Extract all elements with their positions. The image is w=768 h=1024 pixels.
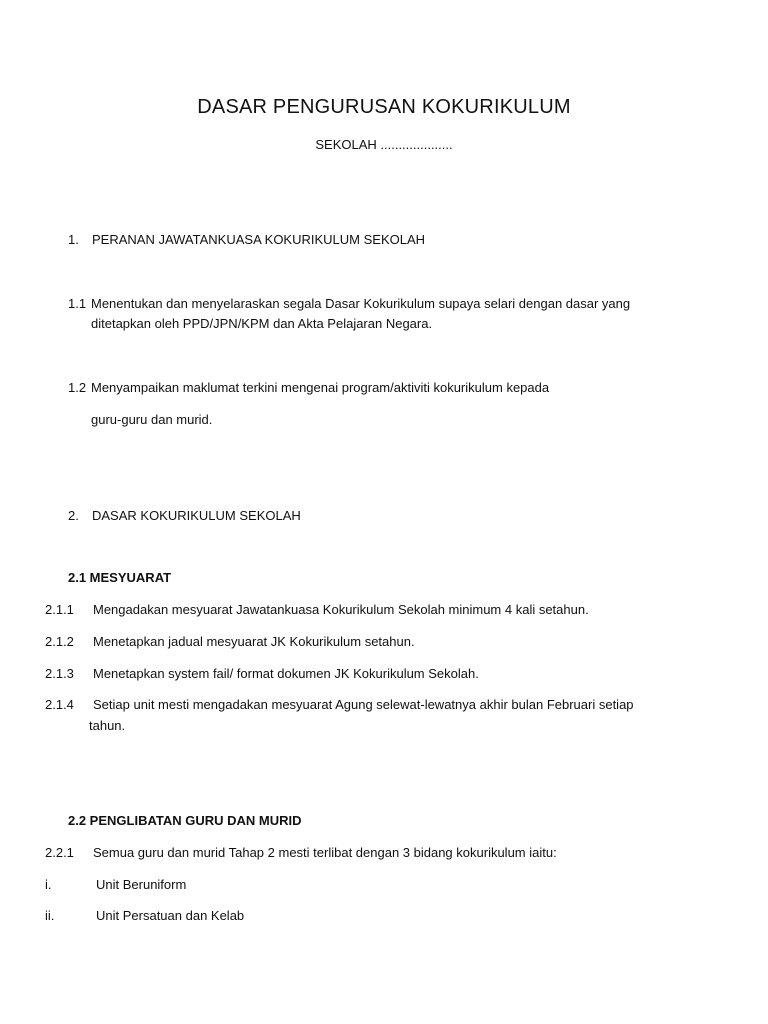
list-item-text: Unit Beruniform xyxy=(96,877,187,892)
document-subtitle: SEKOLAH .................... xyxy=(315,137,453,152)
item-2-1-4-number: 2.1.4 xyxy=(45,697,74,712)
item-1-2-line1: Menyampaikan maklumat terkini mengenai program/aktiviti kokurikulum kepada xyxy=(91,380,550,395)
item-1-1-number: 1.1 xyxy=(68,296,87,311)
item-2-1-4-line2: tahun. xyxy=(89,718,126,733)
item-1-1-line1: Menentukan dan menyelaraskan segala Dasar Kokurikulum supaya selari dengan dasar yang xyxy=(91,296,631,311)
document-title: DASAR PENGURUSAN KOKURIKULUM xyxy=(197,96,571,118)
item-2-1-3-number: 2.1.3 xyxy=(45,666,74,681)
item-1-2-number: 1.2 xyxy=(68,380,87,395)
list-item-text: Unit Persatuan dan Kelab xyxy=(96,908,245,923)
section-2-number: 2. xyxy=(68,508,79,523)
section-1-heading: PERANAN JAWATANKUASA KOKURIKULUM SEKOLAH xyxy=(92,232,426,247)
section-2-heading: DASAR KOKURIKULUM SEKOLAH xyxy=(92,508,301,523)
item-1-1-line2: ditetapkan oleh PPD/JPN/KPM dan Akta Pelajaran Negara. xyxy=(91,316,433,331)
list-item-marker: ii. xyxy=(45,908,55,923)
item-2-1-1-line1: Mengadakan mesyuarat Jawatankuasa Kokurikulum Sekolah minimum 4 kali setahun. xyxy=(93,602,589,617)
item-2-1-2-number: 2.1.2 xyxy=(45,634,74,649)
item-2-2-1-number: 2.2.1 xyxy=(45,845,74,860)
item-2-1-4-line1: Setiap unit mesti mengadakan mesyuarat Agung selewat-lewatnya akhir bulan Februari setiap xyxy=(93,697,634,712)
item-2-1-3-line1: Menetapkan system fail/ format dokumen JK Kokurikulum Sekolah. xyxy=(93,666,479,681)
section-1-number: 1. xyxy=(68,232,79,247)
item-2-2-1-line1: Semua guru dan murid Tahap 2 mesti terlibat dengan 3 bidang kokurikulum iaitu: xyxy=(93,845,557,860)
item-1-2-line2: guru-guru dan murid. xyxy=(91,412,213,427)
subsection-2-2-heading: 2.2 PENGLIBATAN GURU DAN MURID xyxy=(68,813,302,828)
item-2-1-1-number: 2.1.1 xyxy=(45,602,74,617)
item-2-1-2-line1: Menetapkan jadual mesyuarat JK Kokurikulum setahun. xyxy=(93,634,415,649)
list-item-marker: i. xyxy=(45,877,52,892)
subsection-2-1-heading: 2.1 MESYUARAT xyxy=(68,570,172,585)
